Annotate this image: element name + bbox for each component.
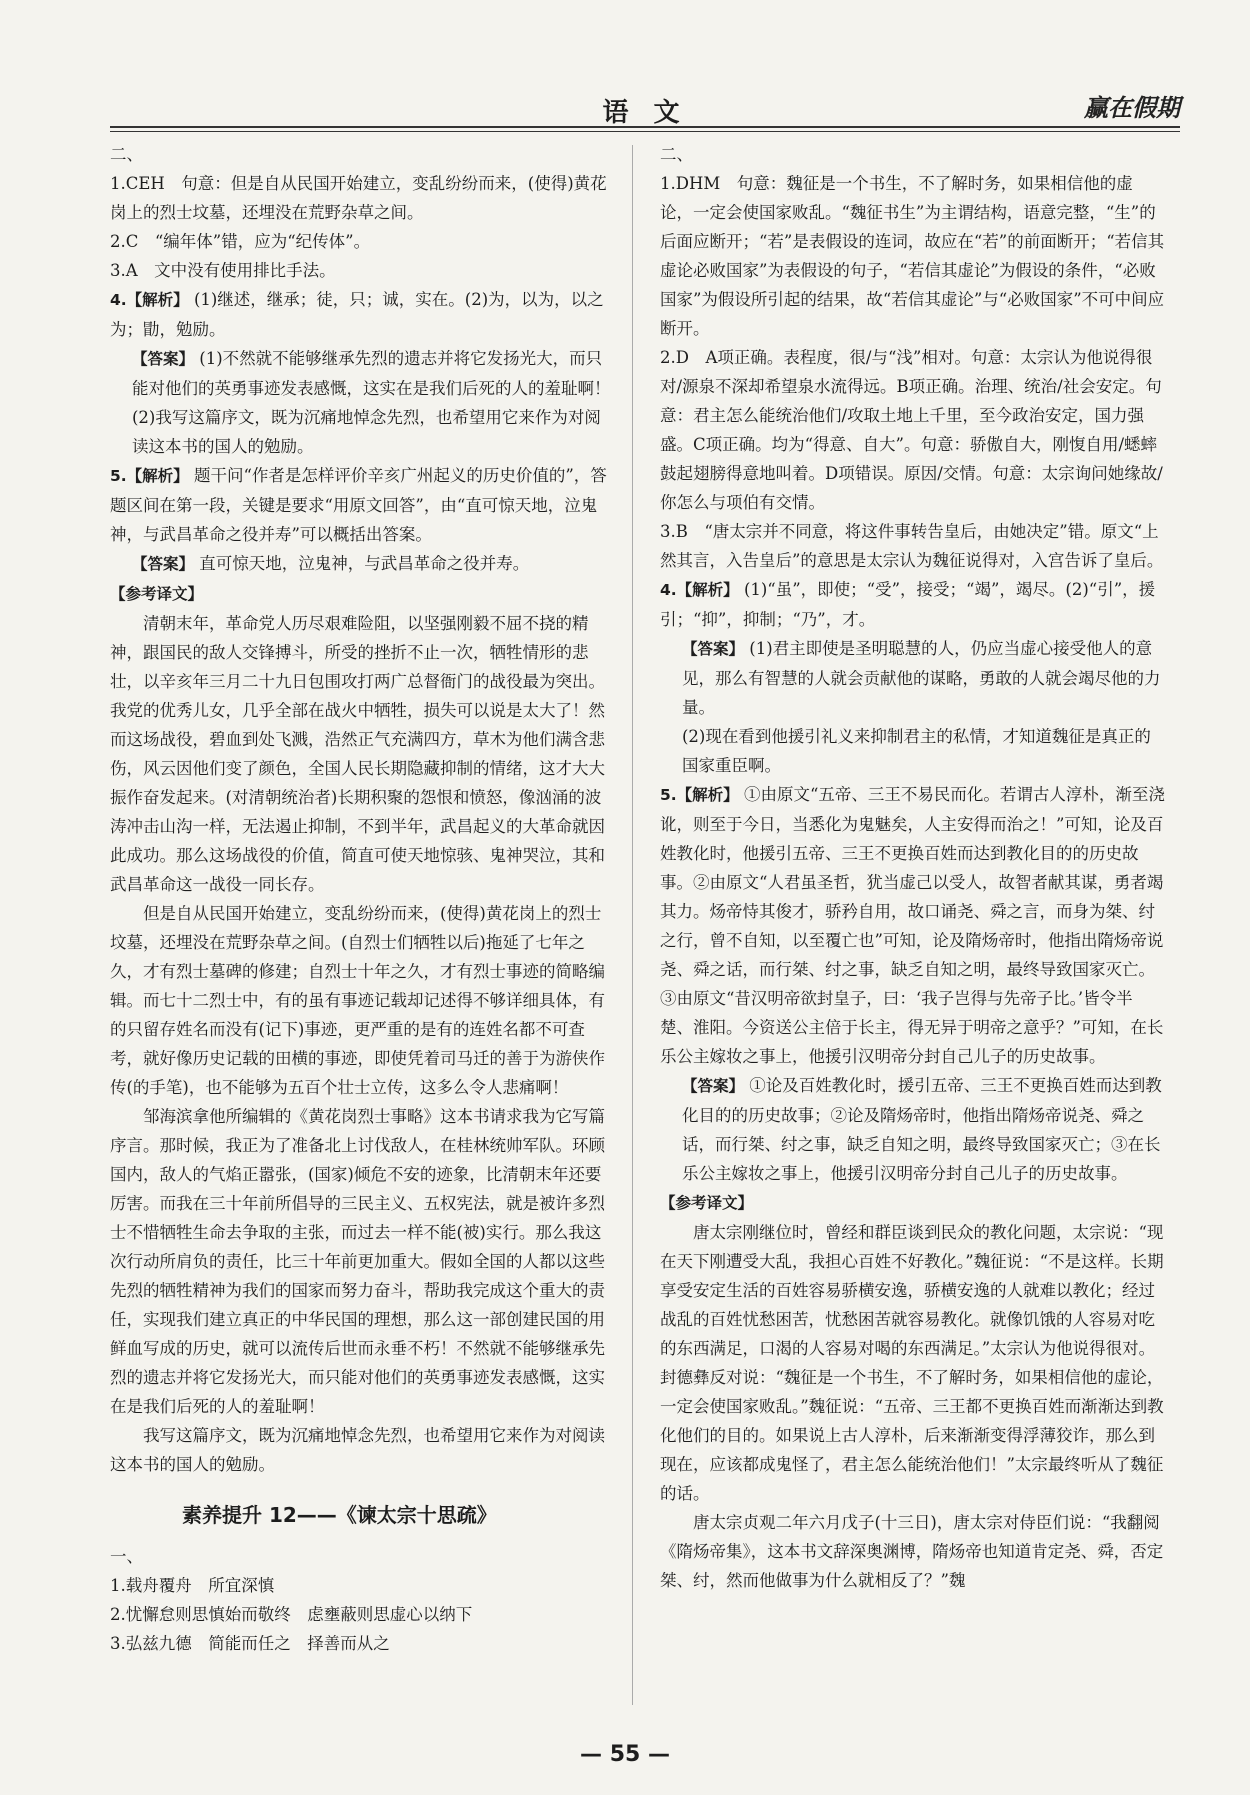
analysis-tag: 4.【解析】 [110,291,189,309]
answer-item [110,461,615,549]
answer-block [660,1071,1165,1188]
header-rule [110,126,1180,132]
translation-paragraph: 我写这篇序文，既为沉痛地悼念先烈，也希望用它来作为对阅读这本书的国人的勉励。 [110,1426,605,1474]
translation-paragraph: 清朝末年，革命党人历尽艰难险阻，以坚强刚毅不屈不挠的精神，跟国民的敌人交锋搏斗，所受的挫折不止一次，牺牲情形的悲壮，以辛亥年三月二十九日包围攻打两广总督衙门的战役最为突出。我党的优秀儿女，几乎全部在战火中牺牲，损失可以说是太大了！然而这场战役，碧血到处飞溅，浩然正气充满四方，草木为他们满含悲伤，风云因他们变了颜色，全国人民长期隐藏抑制的情绪，这才大大振作奋发起来。(对清朝统治者)长期积聚的怨恨和愤怒，像汹涌的波涛冲击山沟一样，无法遏止抑制，不到半年，武昌起义的大革命就因此成功。那么这场战役的价值，简直可使天地惊骇、鬼神哭泣，其和武昌革命这一战役一同长存。 [110,614,605,894]
analysis-tag: 5.【解析】 [110,467,189,485]
answer-text: (1)不然就不能够继承先烈的遗志并将它发扬光大，而只能对他们的英勇事迹发表感慨，这实在是我们后死的人的羞耻啊！ [132,349,611,398]
page-header [110,92,1180,126]
section-heading: 二、 [110,145,143,164]
answer-item: 1.DHM 句意：魏征是一个书生，不了解时务，如果相信他的虚论，一定会使国家败乱。“魏征书生”为主谓结构，语意完整，“生”的后面应断开；“若”是表假设的连词，故应在“若”的前面断开；“若信其虚论必败国家”为表假设的句子，“若信其虚论”为假设的条件，“必败国家”为假设所引起的结果，故“若信其虚论”与“必败国家”不可中间应断开。 [660,174,1165,338]
answer-tag: 【答案】 [682,640,745,658]
answer-tag: 【答案】 [682,1077,745,1095]
reference-heading: 【参考译文】 [110,585,204,603]
section-heading: 二、 [660,145,693,164]
answer-text: (2)我写这篇序文，既为沉痛地悼念先烈，也希望用它来作为对阅读这本书的国人的勉励。 [132,408,601,456]
subject-title: 语 文 [602,98,688,128]
analysis-tag: 5.【解析】 [660,786,739,804]
answer-item: 3.A 文中没有使用排比手法。 [110,261,336,280]
column-divider [632,145,633,1705]
translation-paragraph: 但是自从民国开始建立，变乱纷纷而来，(使得)黄花岗上的烈士坟墓，还埋没在荒野杂草之间。(自烈士们牺牲以后)拖延了七年之久，才有烈士墓碑的修建；自烈士十年之久，才有烈士事迹的简略编辑。而七十二烈士中，有的虽有事迹记载却记述得不够详细具体，有的只留存姓名而没有(记下)事迹，更严重的是有的连姓名都不可查考，就好像历史记载的田横的事迹，即使凭着司马迁的善于为游侠作传(的手笔)，也不能够为五百个壮士立传，这多么令人悲痛啊！ [110,904,605,1097]
answer-item: 3.弘兹九德 简能而任之 择善而从之 [110,1634,390,1653]
analysis-text: 题干问“作者是怎样评价辛亥广州起义的历史价值的”，答题区间在第一段，关键是要求“用原文回答”，由“直可惊天地，泣鬼神，与武昌革命之役并寿”可以概括出答案。 [110,466,607,544]
answer-item [660,575,1165,634]
answer-tag: 【答案】 [132,555,195,573]
answer-block [110,344,615,403]
analysis-text: (1)“虽”，即使；“受”，接受；“竭”，竭尽。(2)“引”，援引；“抑”，抑制；“乃”，才。 [660,580,1156,629]
page-number: — 55 — [580,1742,670,1767]
answer-text: 直可惊天地，泣鬼神，与武昌革命之役并寿。 [199,554,530,573]
analysis-text: (1)继述，继承；徒，只；诚，实在。(2)为，以为，以之为；勖，勉励。 [110,290,604,339]
answer-item: 2.忧懈怠则思慎始而敬终 虑壅蔽则思虚心以纳下 [110,1605,473,1624]
answer-text: (2)现在看到他援引礼义来抑制君主的私情，才知道魏征是真正的国家重臣啊。 [682,727,1151,775]
answer-block [660,634,1165,722]
left-column [110,140,615,1720]
answer-text: (1)君主即使是圣明聪慧的人，仍应当虚心接受他人的意见，那么有智慧的人就会贡献他的谋略，勇敢的人就会竭尽他的力量。 [682,639,1161,717]
answer-text: ①论及百姓教化时，援引五帝、三王不更换百姓而达到教化目的的历史故事；②论及隋炀帝时，他指出隋炀帝说尧、舜之话，而行桀、纣之事，缺乏自知之明，最终导致国家灭亡；③在长乐公主嫁妆之事上，他援引汉明帝分封自己儿子的历史故事。 [682,1076,1162,1183]
analysis-tag: 4.【解析】 [660,581,739,599]
answer-item: 3.B “唐太宗并不同意，将这件事转告皇后，由她决定”错。原文“上然其言，入告皇后”的意思是太宗认为魏征说得对，入宫告诉了皇后。 [660,522,1164,570]
reference-heading: 【参考译文】 [660,1194,754,1212]
answer-item: 1.CEH 句意：但是自从民国开始建立，变乱纷纷而来，(使得)黄花岗上的烈士坟墓，还埋没在荒野杂草之间。 [110,174,607,222]
brand-logo: 赢在假期 [1084,94,1180,122]
translation-paragraph: 唐太宗贞观二年六月戊子(十三日)，唐太宗对侍臣们说：“我翻阅《隋炀帝集》，这本书文辞深奥渊博，隋炀帝也知道肯定尧、舜，否定桀、纣，然而他做事为什么就相反了？”魏 [660,1513,1164,1590]
answer-item: 1.载舟覆舟 所宜深慎 [110,1576,275,1595]
translation-paragraph: 邹海滨拿他所编辑的《黄花岗烈士事略》这本书请求我为它写篇序言。那时候，我正为了准备北上讨伐敌人，在桂林统帅军队。环顾国内，敌人的气焰正嚣张，(国家)倾危不安的迹象，比清朝末年还要厉害。而我在三十年前所倡导的三民主义、五权宪法，就是被许多烈士不惜牺牲生命去争取的主张，而过去一样不能(被)实行。那么我这次行动所肩负的责任，比三十年前更加重大。假如全国的人都以这些先烈的牺牲精神为我们的国家而努力奋斗，帮助我完成这个重大的责任，实现我们建立真正的中华民国的理想，那么这一部创建民国的用鲜血写成的历史，就可以流传后世而永垂不朽！不然就不能够继承先烈的遗志并将它发扬光大，而只能对他们的英勇事迹发表感慨，这实在是我们后死的人的羞耻啊！ [110,1107,605,1416]
answer-item [660,780,1165,1071]
answer-item: 2.D A项正确。表程度，很/与“浅”相对。句意：太宗认为他说得很对/源泉不深却希望泉水流得远。B项正确。治理、统治/社会安定。句意：君主怎么能统治他们/攻取土地上千里，至今政治安定，国力强盛。C项正确。均为“得意、自大”。句意：骄傲自大，刚愎自用/蟋蟀鼓起翅膀得意地叫着。D项错误。原因/交情。句意：太宗询问她缘故/你怎么与项伯有交情。 [660,348,1163,512]
section-heading: 一、 [110,1547,143,1566]
topic-heading: 素养提升 12——《谏太宗十思疏》 [182,1503,497,1527]
answer-item [110,285,615,344]
translation-paragraph: 唐太宗刚继位时，曾经和群臣谈到民众的教化问题，太宗说：“现在天下刚遭受大乱，我担心百姓不好教化。”魏征说：“不是这样。长期享受安定生活的百姓容易骄横安逸，骄横安逸的人就难以教化；经过战乱的百姓忧愁困苦，忧愁困苦就容易教化。就像饥饿的人容易对吃的东西满足，口渴的人容易对喝的东西满足。”太宗认为他说得很对。封德彝反对说：“魏征是一个书生，不了解时务，如果相信他的虚论，一定会使国家败乱。”魏征说：“五帝、三王都不更换百姓而渐渐达到教化他们的目的。如果说上古人淳朴，后来渐渐变得浮薄狡诈，那么到现在，应该都成鬼怪了，君主怎么能统治他们！”太宗最终听从了魏征的话。 [660,1223,1164,1503]
right-column [660,140,1165,1720]
answer-tag: 【答案】 [132,350,195,368]
analysis-text: ①由原文“五帝、三王不易民而化。若谓古人淳朴，渐至浇讹，则至于今日，当悉化为鬼魅矣，人主安得而治之！”可知，论及百姓教化时，他援引五帝、三王不更换百姓而达到教化目的的历史故事。②由原文“人君虽圣哲，犹当虚己以受人，故智者献其谋，勇者竭其力。炀帝恃其俊才，骄矜自用，故口诵尧、舜之言，而身为桀、纣之行，曾不自知，以至覆亡也”可知，论及隋炀帝时，他指出隋炀帝说尧、舜之话，而行桀、纣之事，缺乏自知之明，最终导致国家灭亡。③由原文“昔汉明帝欲封皇子，曰：‘我子岂得与先帝子比。’皆令半楚、淮阳。今资送公主倍于长主，得无异于明帝之意乎？”可知，在长乐公主嫁妆之事上，他援引汉明帝分封自己儿子的历史故事。 [660,785,1165,1066]
answer-block [110,549,615,579]
answer-item: 2.C “编年体”错，应为“纪传体”。 [110,232,371,251]
